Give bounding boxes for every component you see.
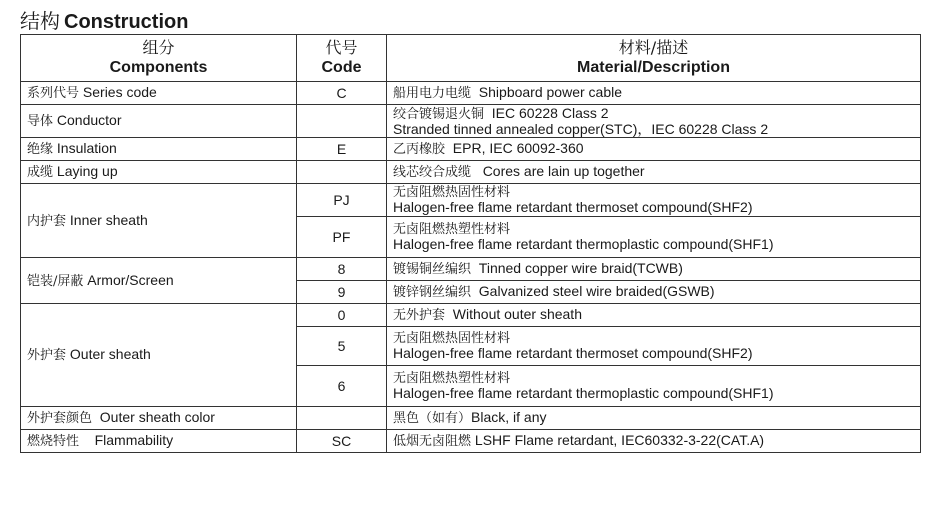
component-cell: 燃烧特性 Flammability <box>21 430 297 453</box>
description-cell: 无卤阻燃热固性材料 Halogen-free flame retardant thermoset compound(SHF2) <box>387 327 921 366</box>
description-cell: 线芯绞合成缆 Cores are lain up together <box>387 161 921 184</box>
title-en: Construction <box>64 11 189 33</box>
description-cell: 镀锌钢丝编织 Galvanized steel wire braided(GSWB) <box>387 281 921 304</box>
table-row-inner-1 <box>21 184 921 217</box>
code-cell: SC <box>297 430 387 453</box>
table-row-insulation <box>21 138 921 161</box>
description-cell: 绞合镀锡退火铜 IEC 60228 Class 2 Stranded tinned annealed copper(STC)，IEC 60228 Class 2 <box>387 105 921 138</box>
description-cell: 黑色（如有）Black, if any <box>387 407 921 430</box>
description-cell: 镀锡铜丝编织 Tinned copper wire braid(TCWB) <box>387 258 921 281</box>
component-cell: 绝缘 Insulation <box>21 138 297 161</box>
code-cell: 6 <box>297 366 387 407</box>
table-row-flammability <box>21 430 921 453</box>
code-cell: PJ <box>297 184 387 217</box>
table-row-series <box>21 82 921 105</box>
code-cell: E <box>297 138 387 161</box>
component-cell: 成缆 Laying up <box>21 161 297 184</box>
description-cell: 无卤阻燃热塑性材料 Halogen-free flame retardant thermoplastic compound(SHF1) <box>387 217 921 258</box>
header-row <box>21 35 921 82</box>
code-cell: 0 <box>297 304 387 327</box>
component-cell: 导体 Conductor <box>21 105 297 138</box>
code-cell: 9 <box>297 281 387 304</box>
component-cell: 外护套颜色 Outer sheath color <box>21 407 297 430</box>
header-components: 组分 Components <box>21 35 297 82</box>
description-cell: 乙丙橡胶 EPR, IEC 60092-360 <box>387 138 921 161</box>
code-cell: 8 <box>297 258 387 281</box>
table-row-conductor <box>21 105 921 138</box>
code-cell <box>297 407 387 430</box>
component-cell: 外护套 Outer sheath <box>21 304 297 407</box>
construction-table <box>20 34 921 453</box>
code-cell: C <box>297 82 387 105</box>
code-cell: PF <box>297 217 387 258</box>
table-row-outer-1 <box>21 304 921 327</box>
header-material: 材料/描述 Material/Description <box>387 35 921 82</box>
table-row-color <box>21 407 921 430</box>
description-cell: 船用电力电缆 Shipboard power cable <box>387 82 921 105</box>
description-cell: 无卤阻燃热固性材料 Halogen-free flame retardant thermoset compound(SHF2) <box>387 184 921 217</box>
header-code: 代号 Code <box>297 35 387 82</box>
component-cell: 铠装/屏蔽 Armor/Screen <box>21 258 297 304</box>
code-cell <box>297 105 387 138</box>
code-cell: 5 <box>297 327 387 366</box>
component-cell: 内护套 Inner sheath <box>21 184 297 258</box>
description-cell: 低烟无卤阻燃 LSHF Flame retardant, IEC60332-3-22(CAT.A) <box>387 430 921 453</box>
component-cell: 系列代号 Series code <box>21 82 297 105</box>
description-cell: 无卤阻燃热塑性材料 Halogen-free flame retardant thermoplastic compound(SHF1) <box>387 366 921 407</box>
title-zh: 结构 <box>20 9 60 33</box>
page-title <box>20 8 188 35</box>
description-cell: 无外护套 Without outer sheath <box>387 304 921 327</box>
table-row-armor-1 <box>21 258 921 281</box>
table-row-laying <box>21 161 921 184</box>
code-cell <box>297 161 387 184</box>
